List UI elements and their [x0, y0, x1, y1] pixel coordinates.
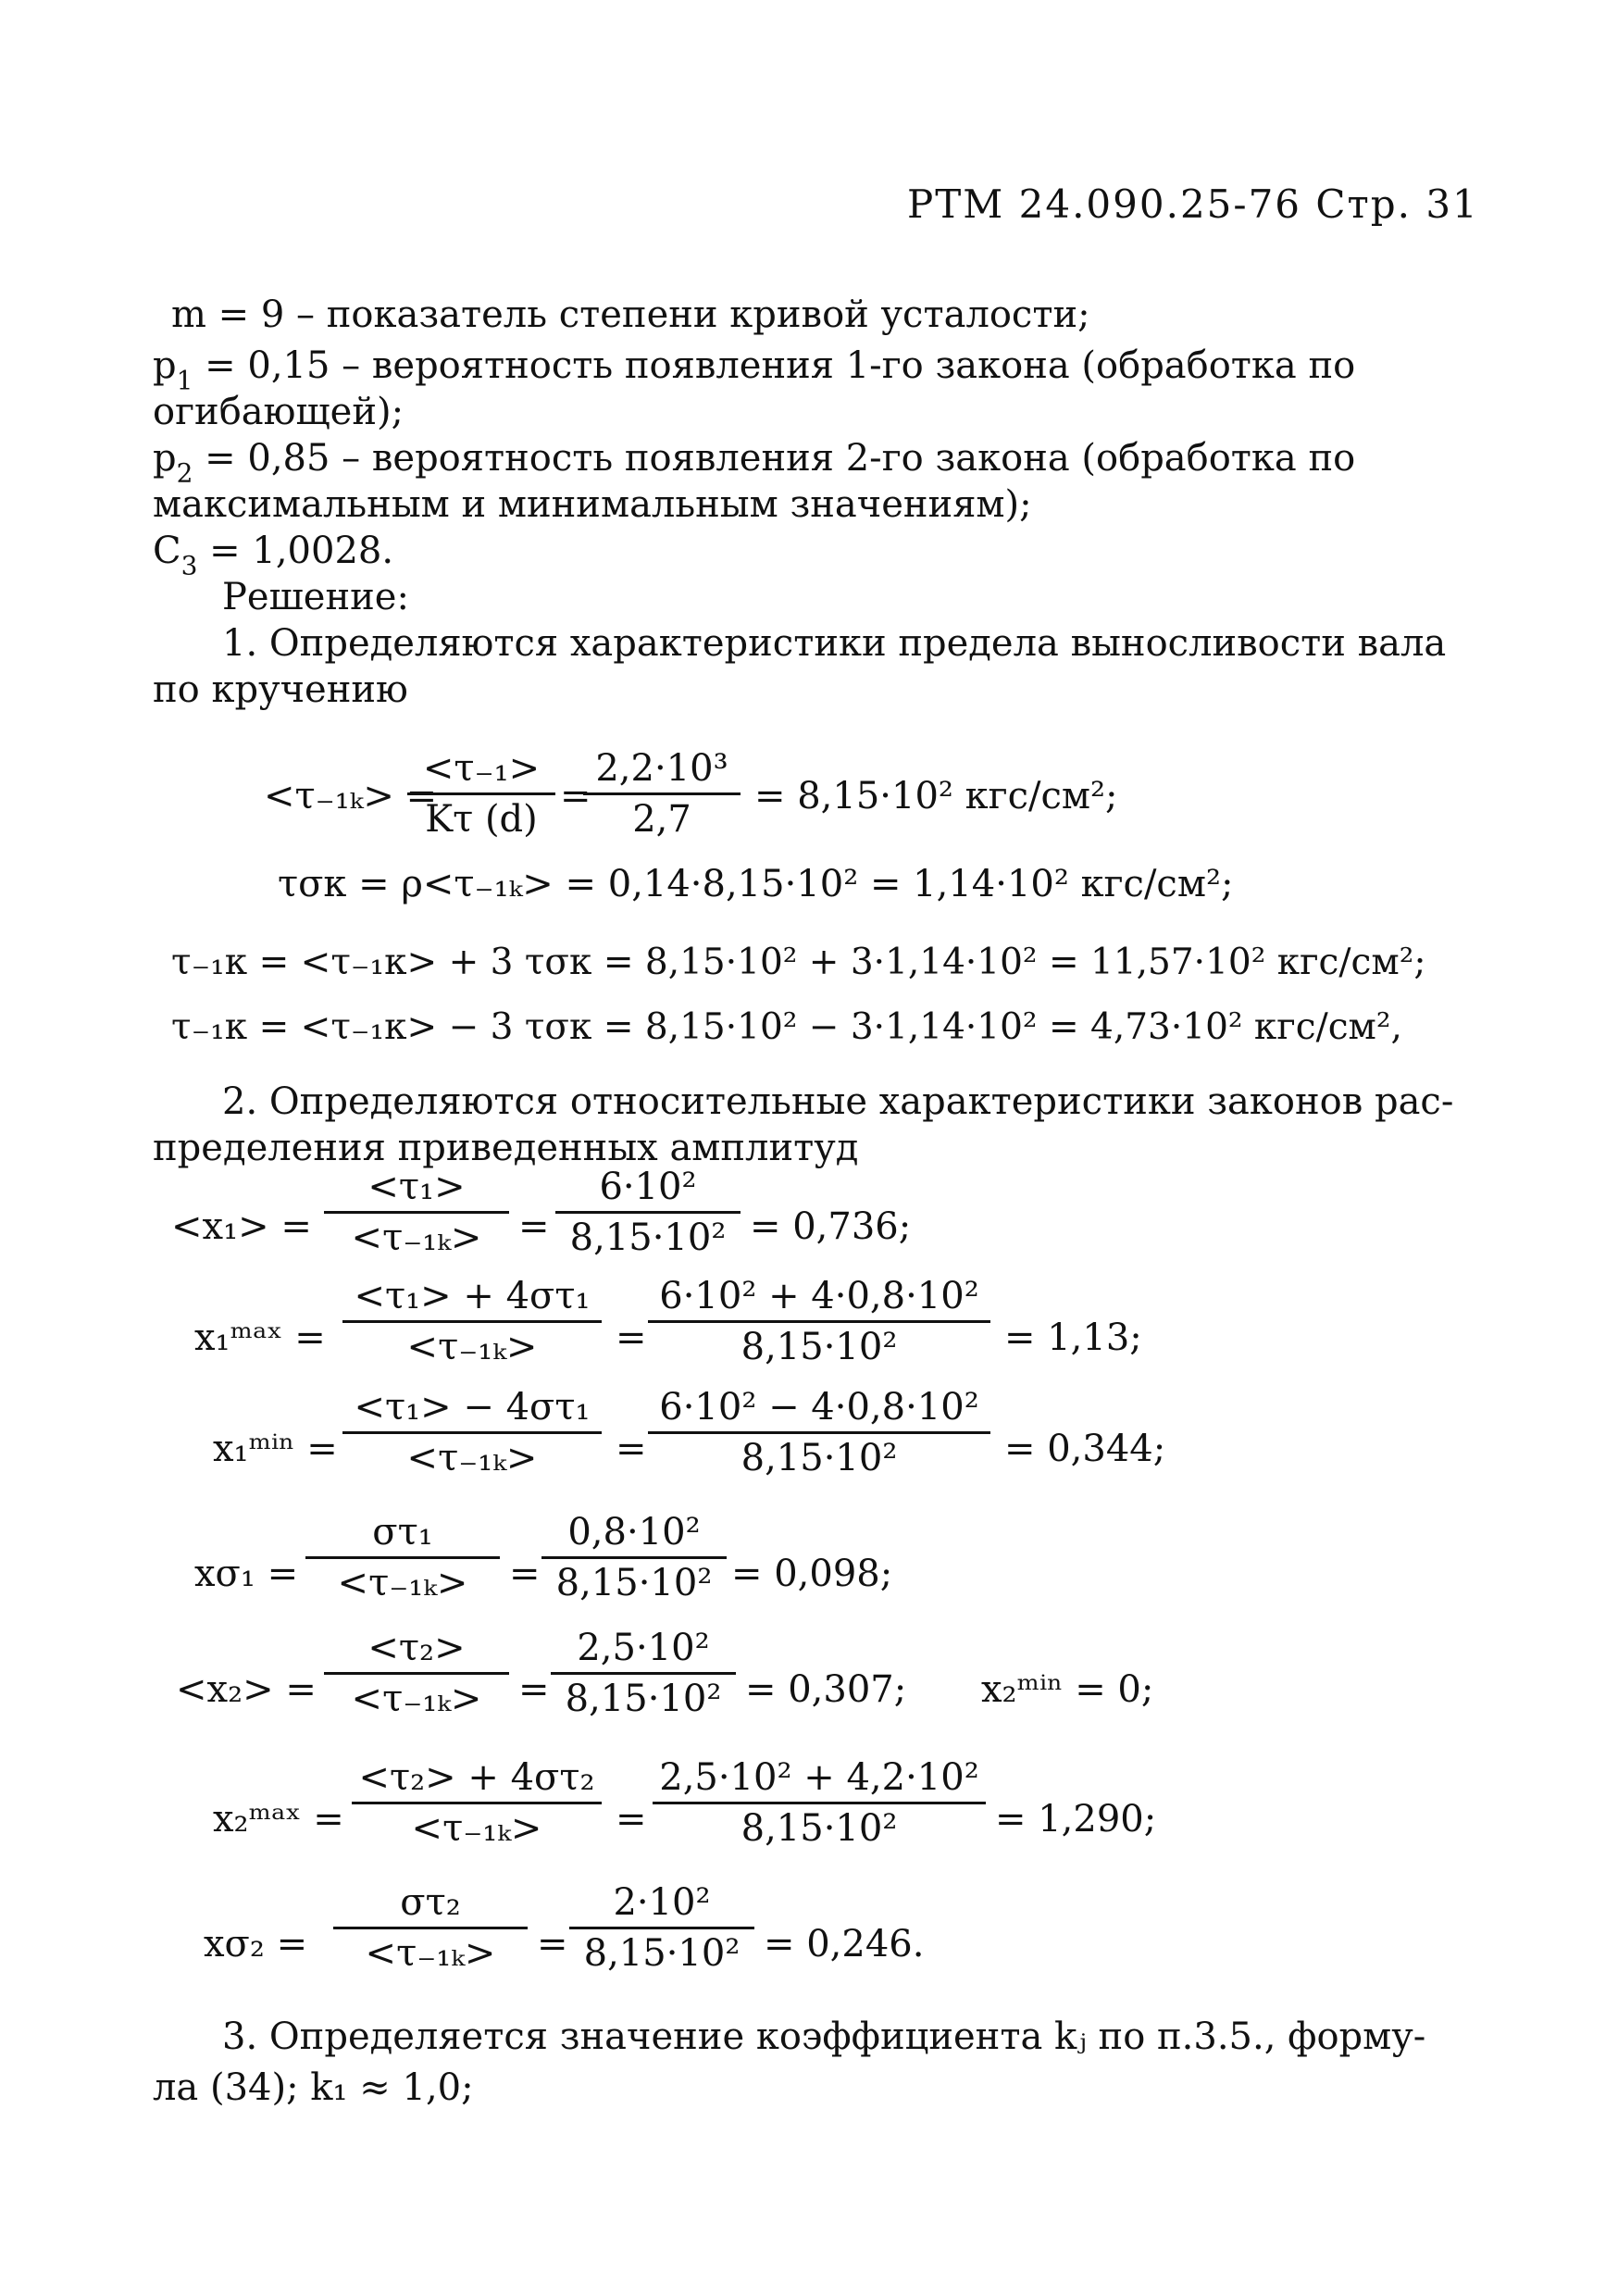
rel-eq-lhs: x₂ᵐᵃˣ = [213, 1798, 344, 1841]
rel-eq-fraction-b: 2,5·10² 8,15·10² [551, 1629, 736, 1717]
param-p1-cont: огибающей); [153, 391, 404, 433]
rel-eq-result: = 0,344; [1004, 1428, 1166, 1470]
param-p1: $p_1 = 0,15$ – вероятность появления 1-го закона (обработка по [153, 344, 1356, 396]
rel-eq-fraction-a: <τ₂> + 4στ₂ <τ₋₁ₖ> [352, 1759, 602, 1847]
rel-eq-result: = 0,098; [731, 1553, 893, 1595]
param-m: m = 9 – показатель степени кривой усталости; [171, 293, 1090, 336]
step2-line1: 2. Определяются относительные характеристики законов рас- [222, 1080, 1454, 1123]
rel-eq-sign: = [509, 1553, 541, 1595]
param-p2-cont: максимальным и минимальным значениям); [153, 483, 1032, 526]
eq1-result: = 8,15·10² кгс/см²; [754, 775, 1118, 817]
rel-eq-result: = 0,736; [750, 1205, 912, 1248]
rel-eq-fraction-b: 2·10² 8,15·10² [569, 1884, 754, 1972]
step1-line1: 1. Определяются характеристики предела выносливости вала [222, 622, 1447, 665]
eq1-eq-sign: = [560, 775, 591, 817]
rel-eq-sign: = [616, 1798, 647, 1841]
rel-eq-sign: = [616, 1428, 647, 1470]
rel-eq-result: = 0,246. [764, 1923, 925, 1965]
rel-eq-fraction-b: 0,8·10² 8,15·10² [541, 1514, 727, 1602]
rel-eq-fraction-a: <τ₁> − 4στ₁ <τ₋₁ₖ> [342, 1389, 602, 1477]
rel-eq-fraction-b: 2,5·10² + 4,2·10² 8,15·10² [653, 1759, 986, 1847]
param-p2: $p_2 = 0,85$ – вероятность появления 2-го закона (обработка по [153, 437, 1356, 489]
eq1-lhs: <τ₋₁ₖ> = [264, 775, 438, 817]
rel-eq-fraction-b: 6·10² 8,15·10² [555, 1168, 741, 1256]
rel-eq-lhs: xσ₂ = [204, 1923, 308, 1965]
rel-eq-fraction-b: 6·10² + 4·0,8·10² 8,15·10² [648, 1278, 990, 1366]
step3-line1: 3. Определяется значение коэффициента kⱼ по п.3.5., форму- [222, 2015, 1426, 2058]
step3-line2: ла (34); k₁ ≈ 1,0; [153, 2066, 474, 2109]
step2-line2: пределения приведенных амплитуд [153, 1127, 859, 1169]
rel-eq-lhs: <x₁> = [171, 1205, 312, 1248]
rel-eq-fraction-a: <τ₂> <τ₋₁ₖ> [324, 1629, 509, 1717]
rel-eq-fraction-a: στ₂ <τ₋₁ₖ> [333, 1884, 528, 1972]
rel-eq-lhs: x₁ᵐᵃˣ = [194, 1316, 326, 1359]
eq1-fraction-a: <τ₋₁> Kτ (d) [407, 750, 555, 838]
eq1-fraction-b: 2,2·10³ 2,7 [583, 750, 741, 838]
rel-eq-sign: = [537, 1923, 568, 1965]
rel-eq-fraction-a: στ₁ <τ₋₁ₖ> [305, 1514, 500, 1602]
rel-eq-result: = 1,13; [1004, 1316, 1142, 1359]
rel-eq-fraction-a: <τ₁> <τ₋₁ₖ> [324, 1168, 509, 1256]
rel-eq-result: = 1,290; [995, 1798, 1157, 1841]
eq4: τ₋₁к = <τ₋₁к> − 3 τσк = 8,15·10² − 3·1,14·10² = 4,73·10² кгс/см², [171, 1006, 1402, 1048]
step1-line2: по кручению [153, 668, 408, 711]
solution-label: Решение: [222, 576, 409, 618]
rel-eq-fraction-a: <τ₁> + 4στ₁ <τ₋₁ₖ> [342, 1278, 602, 1366]
rel-eq-lhs: <x₂> = [176, 1668, 317, 1711]
eq2: τσк = ρ<τ₋₁ₖ> = 0,14·8,15·10² = 1,14·10² кгс/см²; [278, 863, 1234, 905]
eq3: τ₋₁к = <τ₋₁к> + 3 τσк = 8,15·10² + 3·1,14·10² = 11,57·10² кгс/см²; [171, 942, 1426, 983]
rel-eq-result: = 0,307; [745, 1668, 907, 1711]
rel-eq-lhs: xσ₁ = [194, 1553, 299, 1595]
rel-eq-lhs: x₁ᵐⁱⁿ = [213, 1428, 338, 1470]
rel-eq-extra: x₂ᵐⁱⁿ = 0; [981, 1668, 1154, 1711]
rel-eq-fraction-b: 6·10² − 4·0,8·10² 8,15·10² [648, 1389, 990, 1477]
param-c3: $C_3 = 1,0028$. [153, 530, 394, 581]
rel-eq-sign: = [518, 1668, 550, 1711]
rel-eq-sign: = [616, 1316, 647, 1359]
rel-eq-sign: = [518, 1205, 550, 1248]
page-header: РТМ 24.090.25-76 Стр. 31 [907, 181, 1479, 227]
